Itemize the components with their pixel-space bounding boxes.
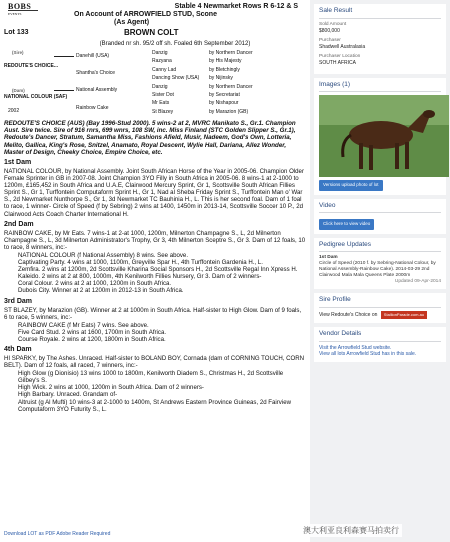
sidebar [310,0,450,542]
download-pdf-link[interactable]: Download LOT as PDF Adobe Reader Required [4,531,111,537]
pedigree-ancestor: Sister Dot [152,91,174,98]
progeny-item: Five Card Stud. 2 wins at 1600, 1700m in South Africa. [18,328,167,336]
sire-profile-panel: Sire Profile View Redoute's Choice on StallionParade.com.au [314,293,446,323]
pedigree-ancestor: Danzig [152,50,168,56]
pedigree-ancestor-sire: by Secretariat [209,91,240,98]
progeny-item: Dubois City. Winner at 2 at 1200m in 2012-13 in South Africa. [18,287,184,295]
vendor-details-panel: Vendor Details Visit the Arrowfield Stud website. View all lots Arrowfield Stud has in this sale. [314,327,446,362]
sale-result-value: SOUTH AFRICA [319,60,356,66]
vendor-website-link[interactable]: Visit the Arrowfield Stud website. [319,344,392,351]
dam2-heading: 2nd Dam [4,220,34,228]
sire-profile-link[interactable]: View Redoute's Choice on [319,311,378,318]
sale-result-value: $800,000 [319,28,340,34]
pedigree-ancestor: St Blazey [152,108,174,115]
dam3-text: ST BLAZEY, by Marazion (GB). Winner at 2 at 1000m in South Africa. Half-sister to High Glow. Dam of 9 foals, 6 to race, 5 winners, inc:- [4,306,302,321]
progeny-item: Kaleido. 2 wins at 2 at 800, 1000m, 4th Kenilworth Fillies Nursery, Gr 3. Dam of 2 winners- [18,273,262,281]
progeny-item: RAINBOW CAKE (f Mr Eats) 7 wins. See above. [18,321,149,329]
sale-result-value: Shadwell Australasia [319,44,366,50]
pedigree-ancestor-sire: by Northern Dancer [209,50,253,56]
pedigree-ancestor-sire: by Bletchingly [209,66,240,73]
progeny-item: Zemfira. 2 wins at 1200m, 2d Scottsville Kharina Social Sponsors H., 2d Scottsville Regal Inn Xpress H. [18,266,298,274]
pedigree-update-text: Circle of Speed (2010 f. by Sebring-National Colour, by National Assembly-Rainbow Cake). 2014-03-29 2nd Clairwood Mala Mala Queens Plate 2000m [319,261,436,278]
vendor-account: On Account of ARROWFIELD STUD, Scone [74,11,217,18]
images-panel: Images (1) Versions upload photo of lot [314,78,446,195]
progeny-item: High Glow (g Dionisio) 13 wins 1000 to 1800m, Kenilworth Diadem S., Christmas H., 2d Scottsville Gilbey's S. [18,370,284,385]
horse-description: BROWN COLT [124,28,179,37]
sale-result-label: Sold Amount [319,21,347,27]
dam1-heading: 1st Dam [4,159,32,167]
watermark-text: 澳大利亚良利森赛马拍卖行 [300,524,402,537]
sale-result-panel: Sale Result Sold Amount $800,000 Purchaser Shadwell Australasia Purchaser Location SOUTH AFRICA [314,4,446,74]
dam-name: NATIONAL COLOUR (SAF) [4,94,68,100]
sale-result-label: Purchaser [319,37,341,43]
dam3-heading: 3rd Dam [4,297,33,305]
brand-details: (Branded nr sh. 95/2 off sh. Foaled 6th September 2012) [99,41,251,47]
vendor-lots-link[interactable]: View all lots Arrowfield Stud has in this sale. [319,351,417,357]
grandsire-2: National Assembly [76,87,118,93]
pedigree-gen3 [152,50,199,117]
dam4-heading: 4th Dam [4,345,32,353]
progeny-item: Coral Colour. 2 wins at 2 at 1000, 1200m in South Africa. [18,280,172,288]
stable-location: Stable 4 Newmarket Rows R 6-12 & S [174,3,298,10]
pedigree-gen4 [209,50,253,117]
dam4-text: HI SPARKY, by The Ashes. Unraced. Half-sister to BOLAND BOY, Cornada (dam of CORNING TOUCH, CORN BELT). Dam of 12 foals, all raced, 7 winners, inc:- [4,354,305,370]
dam4-progeny [4,370,306,413]
granddam-1: Shantha's Choice [76,70,116,76]
view-video-button[interactable]: Click here to view video [319,219,374,230]
dam1-text: NATIONAL COLOUR, by National Assembly. Joint South African Horse of the Year in 2005-06. Champion Older Female Sprinter in GB in 2007-08. Joint Champion 3YO Filly in South Africa in 2005-06. 8 wins-1 at 2-1000 to 1200m, £165,452 in South Africa and U.A.E, Clairwood Mercury Sprint, Gr 1, Scottsville South African Fillies Sprint S., Gr 1, Turffontein Computaform Sprint H., Gr 1, Nad al Sheba Friday Sprint S., Turffontein Man o' War S., 2d Newmarket Nunthorpe S., Gr 1, 3d Newmarket TC Bauhinia H., L. This is her second foal. Dam of 1 foal to race, 1 winner- Circle of Speed (f by Sebring) 2 wins at 1400, 1450m in 2013-14, Scottsville Soccer 10 P., 2d Clairwood Acts Coach Charter International H. [4,168,304,218]
sire-name: REDOUTE'S CHOICE... [4,63,58,69]
progeny-item: Captivating Party. 4 wins at 1000, 1100m, Greyville Spar H., 4th Turffontein Gardenia H., L. [18,259,263,267]
sales-logo: BOBS EVENTS [8,3,38,18]
sale-result-label: Purchaser Location [319,53,361,59]
lot-number: Lot 133 [4,29,29,36]
progeny-item: High Wick. 2 wins at 1000, 1200m in South Africa. Dam of 2 winners- [18,384,204,392]
video-panel: Video Click here to view video [314,199,446,234]
progeny-item: High Barbary. Unraced. Grandam of- [18,391,118,399]
pedigree-ancestor-sire: by His Majesty [209,58,242,65]
pedigree-ancestor: Mr Eats [152,100,170,107]
dam2-text: RAINBOW CAKE, by Mr Eats. 7 wins-1 at 2-at 1000, 1200m, Milnerton Champagne S., L, 2d Milnerton Champagne S., L, 3d Milnerton Administrator's Trophy, Gr 3, 4th Milnerton Sceptre S., Gr 3. Dam of 12 foals, 10 to race, 8 winners, inc:- [4,229,306,251]
progeny-item: Altruist (g Al Mufti) 10 wins-3 at 2-1000 to 1400m, St Andrews Eastern Province Guineas, 2d Fairview Computaform 3YO Futurity S., L. [18,398,291,413]
pedigree-ancestor-sire: by Nishapour [209,100,239,107]
pedigree-ancestor-sire: by Marazion (GB) [209,108,249,115]
grandsire-1: Danehill (USA) [76,53,110,59]
stallion-parade-badge[interactable]: StallionParade.com.au [381,311,427,320]
progeny-item: NATIONAL COLOUR (f National Assembly) 8 wins. See above. [18,251,189,259]
lot-header [4,2,306,28]
granddam-2: Rainbow Cake [76,105,109,111]
dam3-progeny [4,322,306,343]
sire-notes: REDOUTE'S CHOICE (AUS) (Bay 1996-Stud 2000). 5 wins-2 at 2, MVRC Manikato S., Gr.1. Champion Aust. Sire twice. Sire of 916 rnrs, 699 wnrs, 108 SW, inc. Miss Finland (STC Golden Slipper S., Gr.1), Redoute's Dancer, Stratum, Samantha Miss, Fashions Afield, Musir, Nadeem, God's Own, Lotteria, Melito, Gallica, King's Rose, Snitzel, Anamato, Royal Descent, Wylie Hall, Dariana, Allez Wonder, Master of Design, Cheeky Choice, Empire Choice, etc. [4,120,296,156]
dam2-progeny [4,252,306,295]
pedigree-ancestor-sire: by Northern Dancer [209,83,253,90]
pedigree-updates-panel: Pedigree Updates 1st Dam Circle of Speed (2010 f. by Sebring-National Colour, by National Assembly-Rainbow Cake). 2014-03-29 2nd Clairwood Mala Mala Queens Plate 2000m Updated 09-Apr-2014 [314,238,446,290]
vendor-agent: (As Agent) [114,19,150,26]
pedigree-ancestor: Canny Lad [152,66,177,73]
pedigree-ancestor: Danzig [152,83,168,90]
view-image-button[interactable]: Versions upload photo of lot [319,180,383,191]
pedigree-table: (Sire) REDOUTE'S CHOICE... (Dam) NATIONAL COLOUR (SAF) 2002 Danehill (USA) Shantha's Choice National Assembly Rainbow Cake Danzig Razyana Canny Lad Dancing Show (USA) Danzig Sister Dot Mr Eats St Blazey by Northern Dancer by His Majesty by Bletchingly by Nijinsky by Northern Dancer by Secretariat by Nishapour by Marazion (GB) [4,50,306,118]
progeny-item: Course Royale. 2 wins at 1200, 1800m in South Africa. [18,335,166,343]
pedigree-ancestor: Razyana [152,58,172,65]
pedigree-ancestor-sire: by Nijinsky [209,75,233,82]
pedigree-ancestor: Dancing Show (USA) [152,75,200,82]
horse-photo[interactable] [319,95,449,177]
